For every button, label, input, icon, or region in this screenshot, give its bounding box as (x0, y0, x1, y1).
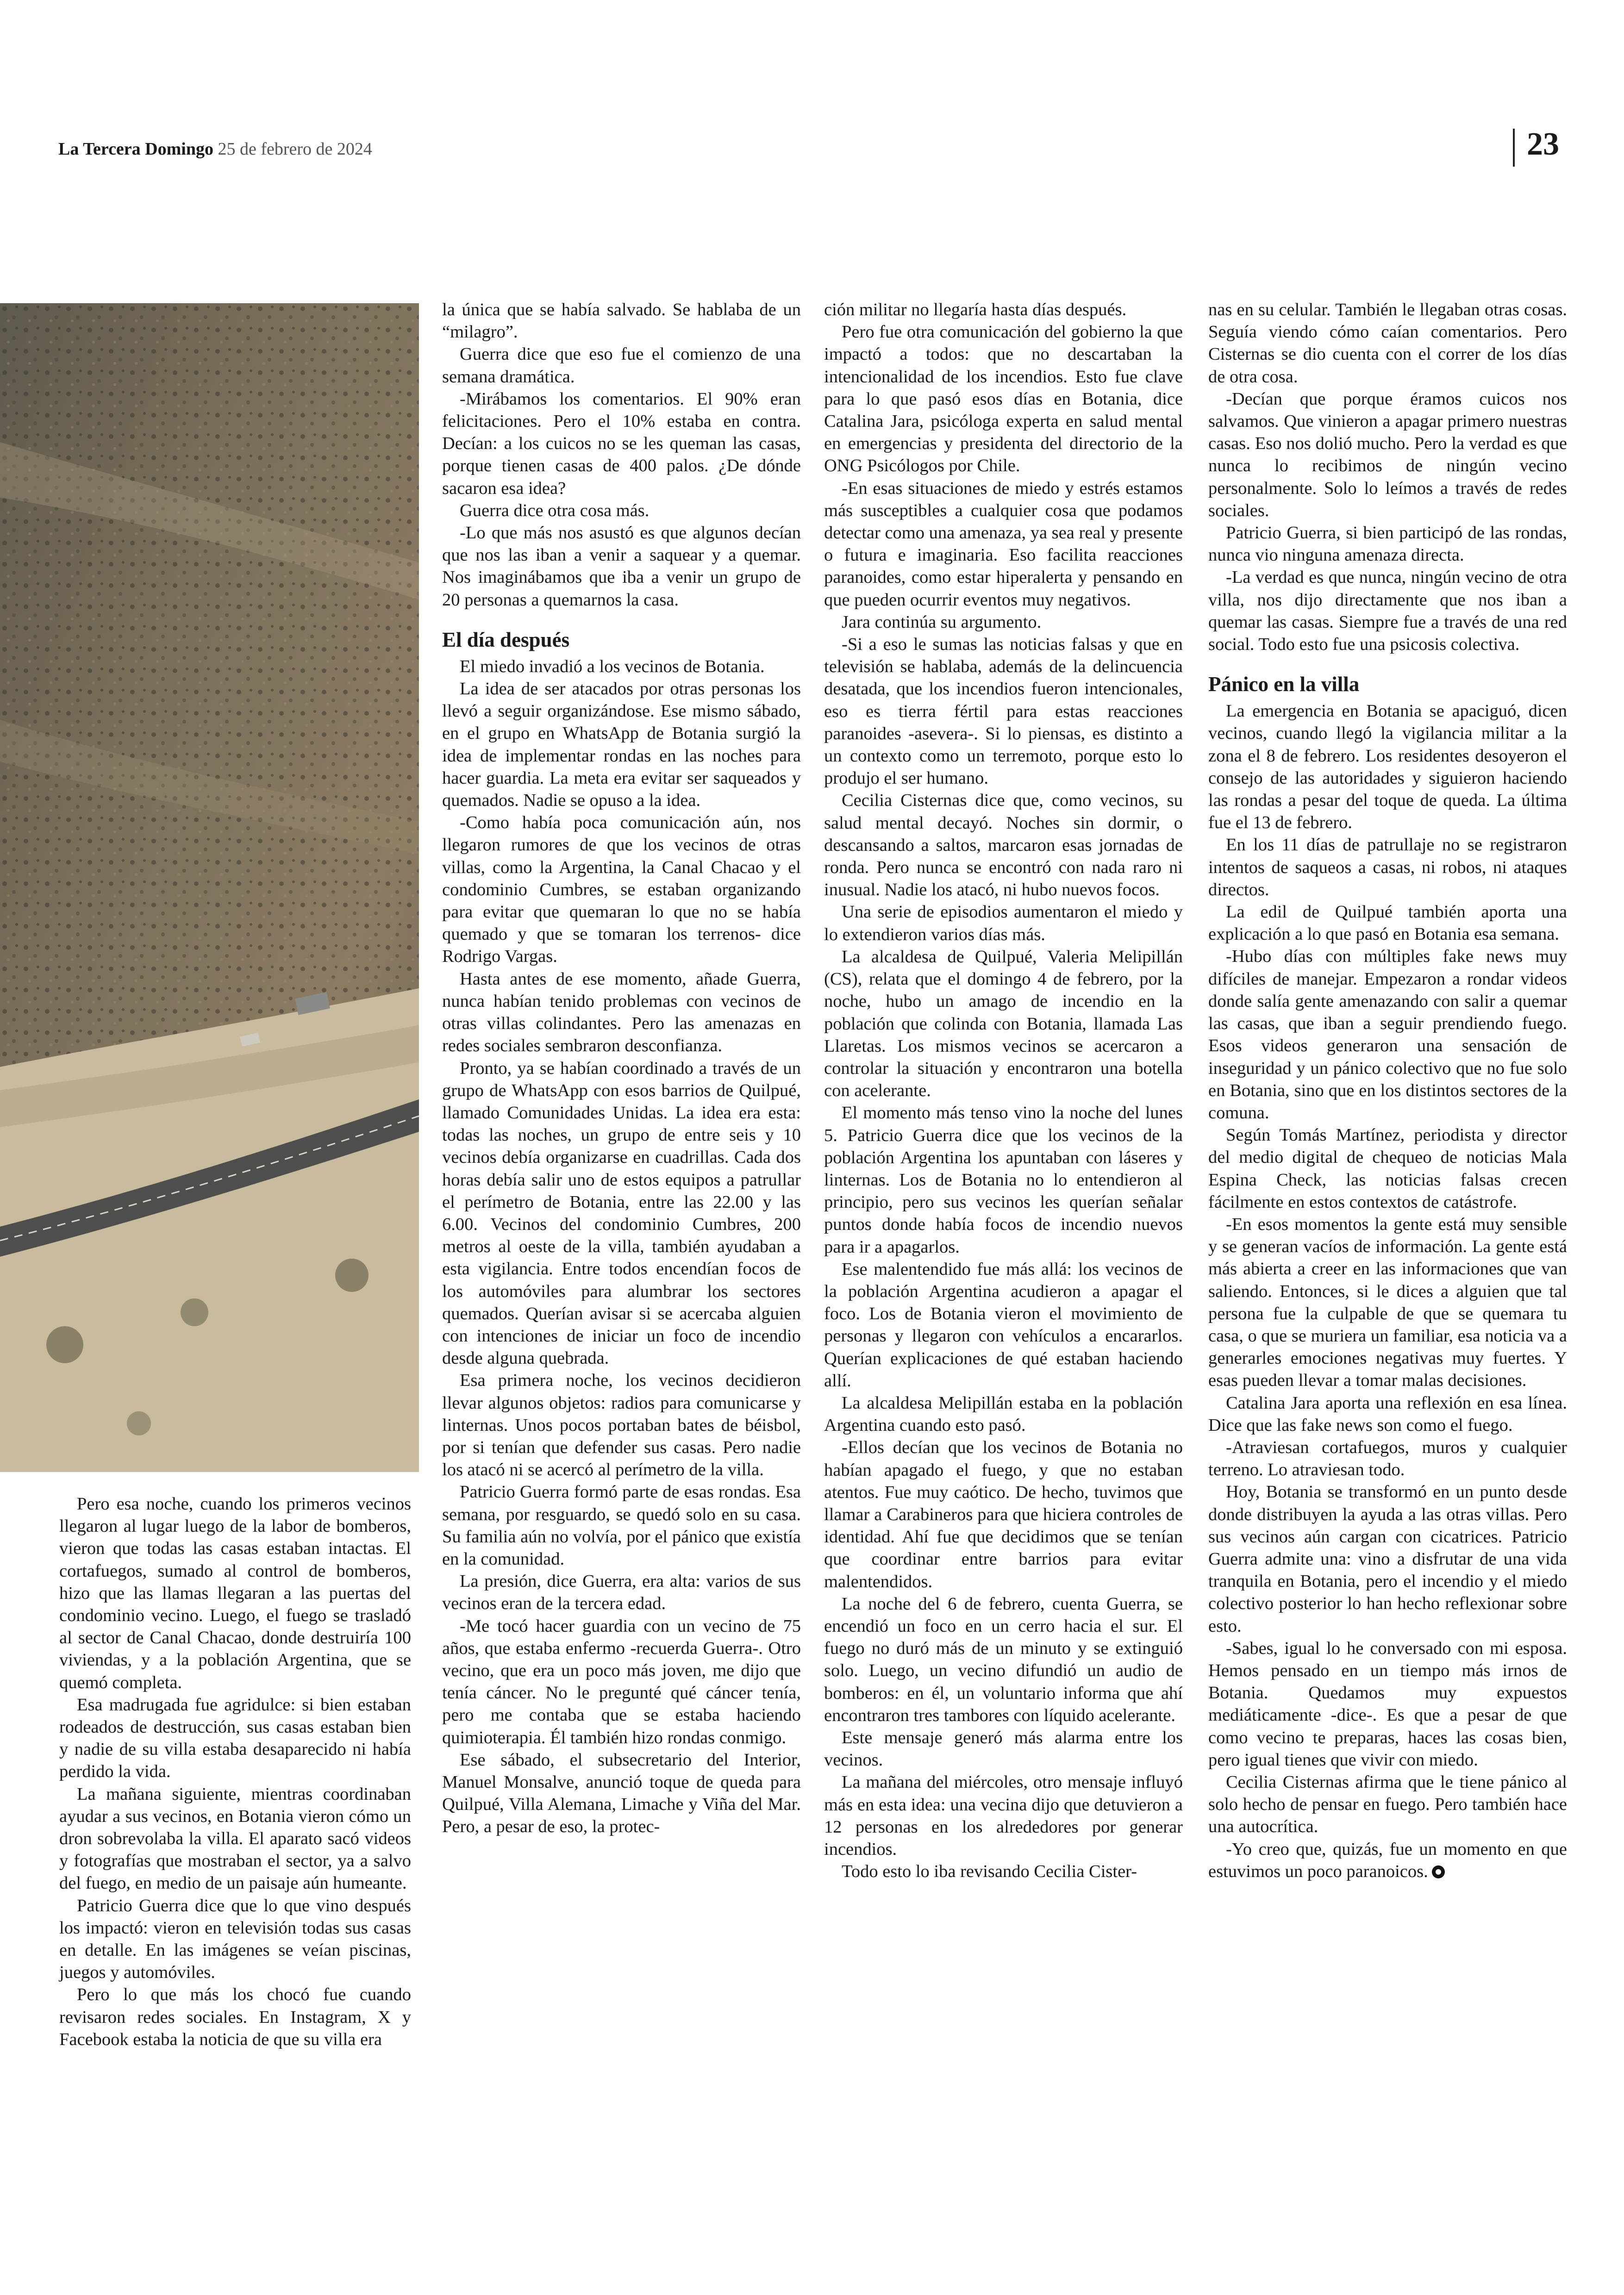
page-number: 23 (1527, 126, 1559, 162)
paragraph: La edil de Quilpué también aporta una explicación a lo que pasó en Botania esa semana. (1208, 902, 1567, 944)
paragraph: Cecilia Cisternas dice que, como vecinos, su salud mental decayó. Noches sin dormir, o descansando a saltos, marcaron esas jornadas de ronda. Pero nunca se encontró con nada raro ni inusual. Nadie los atacó, ni hubo nuevos focos. (824, 791, 1183, 900)
paragraph: Esa madrugada fue agridulce: si bien estaban rodeados de destrucción, sus casas estaban bien y nadie de su villa estaba desaparecido ni había perdido la vida. (59, 1695, 411, 1782)
paragraph: Pero fue otra comunicación del gobierno la que impactó a todos: que no descartaban la intencionalidad de los incendios. Esto fue clave para lo que pasó esos días en Botania, dice Catalina Jara, psicóloga experta en salud mental en emergencias y presidenta del directorio de la ONG Psicólogos por Chile. (824, 322, 1183, 476)
paragraph: El miedo invadió a los vecinos de Botania. (460, 656, 765, 676)
paragraph: -En esas situaciones de miedo y estrés estamos más susceptibles a cualquier cosa que podamos detectar como una amenaza, ya sea real y presente o futura e imaginaria. Eso facilita reacciones paranoides, como estar hiperalerta y pensando en que pueden ocurrir eventos muy negativos. (824, 478, 1183, 610)
publication-name: La Tercera Domingo (58, 139, 213, 159)
paragraph: Este mensaje generó más alarma entre los vecinos. (824, 1728, 1183, 1770)
paragraph: -Hubo días con múltiples fake news muy difíciles de manejar. Empezaron a rondar videos donde salía gente amenazando con salir a quemar las casas, que iban a seguir prendiendo fuego. Esos videos generaron una sensación de inseguridad y un pánico colectivo que no fue solo en Botania, sino que en los distintos sectores de la comuna. (1208, 947, 1567, 1123)
paragraph: Esa primera noche, los vecinos decidieron llevar algunos objetos: radios para comunicarse y linternas. Unos pocos portaban bates de béisbol, por si tenían que defender sus casas. Pero nadie los atacó ni se acercó al perímetro de la villa. (442, 1371, 801, 1480)
article-column-3 (824, 299, 1183, 1883)
aerial-photo-burned-hillside-icon (0, 303, 419, 1472)
article-column-4 (1208, 299, 1567, 1883)
paragraph: La presión, dice Guerra, era alta: varios de sus vecinos eran de la tercera edad. (442, 1572, 801, 1614)
paragraph: Patricio Guerra, si bien participó de las rondas, nunca vio ninguna amenaza directa. (1208, 523, 1567, 565)
paragraph: La alcaldesa de Quilpué, Valeria Melipillán (CS), relata que el domingo 4 de febrero, por la noche, hubo un amago de incendio en la población que colinda con Botania, llamada Las Llaretas. Los mismos vecinos se acercaron a controlar la situación y encontraron una botella con acelerante. (824, 947, 1183, 1101)
paragraph: Hoy, Botania se transformó en un punto desde donde distribuyen la ayuda a las otras villas. Pero sus vecinos aún cargan con cicatrices. Patricio Guerra admite una: vino a disfrutar de una vida tranquila en Botania, pero el incendio y el miedo colectivo posterior lo han hecho reflexionar sobre esto. (1208, 1482, 1567, 1636)
paragraph: Ese malentendido fue más allá: los vecinos de la población Argentina acudieron a apagar el foco. Los de Botania vieron el movimiento de personas y llegaron con vehículos a encararlos. Querían explicaciones de qué estaban haciendo allí. (824, 1259, 1183, 1391)
paragraph: Patricio Guerra formó parte de esas rondas. Esa semana, por resguardo, se quedó solo en su casa. Su familia aún no volvía, por el pánico que existía en la comunidad. (442, 1482, 801, 1569)
article-column-2 (442, 299, 801, 1838)
paragraph: Ese sábado, el subsecretario del Interior, Manuel Monsalve, anunció toque de queda para Quilpué, Villa Alemana, Limache y Viña del Mar. Pero, a pesar de eso, la protec- (442, 1750, 801, 1837)
paragraph: la única que se había salvado. Se hablaba de un “milagro”. (442, 300, 801, 342)
paragraph: En los 11 días de patrullaje no se registraron intentos de saqueos a casas, ni robos, ni ataques directos. (1208, 835, 1567, 899)
paragraph: Guerra dice otra cosa más. (460, 500, 650, 520)
paragraph: -Ellos decían que los vecinos de Botania no habían apagado el fuego, y que no estaban atentos. Fue muy caótico. De hecho, tuvimos que llamar a Carabineros para que hiciera controles de identidad. Ahí fue que decidimos que se tenían que coordinar entre barrios para evitar malentendidos. (824, 1438, 1183, 1591)
paragraph: La noche del 6 de febrero, cuenta Guerra, se encendió un foco en un cerro hacia el sur. El fuego no duró más de un minuto y se extinguió solo. Luego, un vecino difundió un audio de bomberos: en él, un voluntario informa que ahí encontraron tres tambores con líquido acelerante. (824, 1594, 1183, 1725)
aerial-photo (0, 303, 419, 1472)
paragraph: -Atraviesan cortafuegos, muros y cualquier terreno. Lo atraviesan todo. (1208, 1437, 1567, 1480)
paragraph: -En esos momentos la gente está muy sensible y se generan vacíos de información. La gente está más abierta a creer en las informaciones que van saliendo. Entonces, si le dices a alguien que tal persona fue la culpable de que se quemara tu casa, o que se muriera un familiar, esa noticia va a generarles emociones negativas muy fuertes. Y esas pueden llevar a tomar malas decisiones. (1208, 1214, 1567, 1391)
paragraph: -Sabes, igual lo he conversado con mi esposa. Hemos pensado en un tiempo más irnos de Botania. Quedamos muy expuestos mediáticamente -dice-. Es que a pesar de que como vecino te preparas, haces las cosas bien, pero igual tienes que vivir con miedo. (1208, 1638, 1567, 1770)
paragraph: -Decían que porque éramos cuicos nos salvamos. Que vinieron a apagar primero nuestras casas. Eso nos dolió mucho. Pero la verdad es que nunca lo recibimos de ningún vecino personalmente. Solo lo leímos a través de redes sociales. (1208, 389, 1567, 520)
paragraph: Todo esto lo iba revisando Cecilia Cister- (842, 1862, 1137, 1882)
paragraph: Guerra dice que eso fue el comienzo de una semana dramática. (442, 344, 801, 387)
paragraph: -La verdad es que nunca, ningún vecino de otra villa, nos dijo directamente que nos iban a quemar las casas. Siempre fue a través de una red social. Todo esto fue una psicosis colectiva. (1208, 568, 1567, 655)
paragraph: La emergencia en Botania se apaciguó, dicen vecinos, cuando llegó la vigilancia militar a la zona el 8 de febrero. Los residentes desoyeron el consejo de las autoridades y siguieron haciendo las rondas a pesar del toque de queda. La última fue el 13 de febrero. (1208, 701, 1567, 833)
article-column-1 (59, 1493, 411, 2051)
paragraph: nas en su celular. También le llegaban otras cosas. Seguía viendo cómo caían comentarios. Pero Cisternas se dio cuenta con el correr de los días de otra cosa. (1208, 300, 1567, 387)
paragraph: -Si a eso le sumas las noticias falsas y que en televisión se hablaba, además de la delincuencia desatada, que los incendios fueron intencionales, eso es tierra fértil para estas reacciones paranoides -asevera-. Si lo piensas, es distinto a un contexto como un terremoto, porque esto lo produjo el ser humano. (824, 635, 1183, 788)
section-heading: Pánico en la villa (1208, 673, 1360, 696)
paragraph: -Como había poca comunicación aún, nos llegaron rumores de que los vecinos de otras villas, como la Argentina, la Canal Chacao y el condominio Cumbres, se estaban organizando para evitar que quemaran lo que no se había quemado y que se tomaran los terrenos- dice Rodrigo Vargas. (442, 813, 801, 967)
paragraph: Cecilia Cisternas afirma que le tiene pánico al solo hecho de pensar en fuego. Pero también hace una autocrítica. (1208, 1772, 1567, 1837)
page-number-divider (1513, 129, 1515, 167)
page-header (58, 139, 372, 159)
paragraph: Pero lo que más los chocó fue cuando revisaron redes sociales. En Instagram, X y Facebook estaba la noticia de que su villa era (59, 1985, 411, 2049)
paragraph: ción militar no llegaría hasta días después. (824, 300, 1127, 319)
end-of-article-icon (1432, 1865, 1445, 1878)
paragraph: Según Tomás Martínez, periodista y director del medio digital de chequeo de noticias Mala Espina Check, las noticias falsas crecen fácilmente en estos contextos de catástrofe. (1208, 1125, 1567, 1212)
paragraph: -Lo que más nos asustó es que algunos decían que nos las iban a venir a saquear y a quemar. Nos imaginábamos que iba a venir un grupo de 20 personas a quemarnos la casa. (442, 523, 801, 610)
paragraph: La alcaldesa Melipillán estaba en la población Argentina cuando esto pasó. (824, 1393, 1183, 1435)
paragraph: La mañana siguiente, mientras coordinaban ayudar a sus vecinos, en Botania vieron cómo un dron sobrevolaba la villa. El aparato sacó videos y fotografías que mostraban el sector, ya a salvo del fuego, en medio de un paisaje aún humeante. (59, 1784, 411, 1893)
paragraph: -Me tocó hacer guardia con un vecino de 75 años, que estaba enfermo -recuerda Guerra-. Otro vecino, que era un poco más joven, me dijo que tenía cáncer. No le pregunté qué cáncer tenía, pero me contaba que se estaba haciendo quimioterapia. Él también hizo rondas conmigo. (442, 1616, 801, 1747)
paragraph: La idea de ser atacados por otras personas los llevó a seguir organizándose. Ese mismo sábado, en el grupo en WhatsApp de Botania surgió la idea de implementar rondas en las noches para hacer guardia. La meta era evitar ser saqueados y quemados. Nadie se opuso a la idea. (442, 679, 801, 811)
publication-date: 25 de febrero de 2024 (218, 139, 372, 159)
paragraph: Patricio Guerra dice que lo que vino después los impactó: vieron en televisión todas sus casas en detalle. En las imágenes se veían piscinas, juegos y automóviles. (59, 1896, 411, 1983)
paragraph: Jara continúa su argumento. (842, 612, 1042, 632)
last-paragraph (1208, 1838, 1567, 1883)
section-heading: El día después (442, 628, 570, 651)
paragraph: Catalina Jara aporta una reflexión en esa línea. Dice que las fake news son como el fuego. (1208, 1393, 1567, 1435)
paragraph: El momento más tenso vino la noche del lunes 5. Patricio Guerra dice que los vecinos de la población Argentina los apuntaban con láseres y linternas. Los de Botania no lo entendieron al principio, pero sus vecinos les querían señalar puntos donde había focos de incendio nuevos para ir a apagarlos. (824, 1103, 1183, 1257)
paragraph-text: -Yo creo que, quizás, fue un momento en que estuvimos un poco paranoicos. (1208, 1839, 1567, 1881)
paragraph: Una serie de episodios aumentaron el miedo y lo extendieron varios días más. (824, 902, 1183, 944)
paragraph: La mañana del miércoles, otro mensaje influyó más en esta idea: una vecina dijo que detuvieron a 12 personas en los alrededores por generar incendios. (824, 1772, 1183, 1859)
paragraph: Hasta antes de ese momento, añade Guerra, nunca habían tenido problemas con vecinos de otras villas colindantes. Pero las amenazas en redes sociales sembraron desconfianza. (442, 969, 801, 1056)
paragraph: Pero esa noche, cuando los primeros vecinos llegaron al lugar luego de la labor de bomberos, vieron que todas las casas estaban intactas. El cortafuegos, sumado al control de bomberos, hizo que las llamas llegaran a las puertas del condominio vecino. Luego, el fuego se trasladó al sector de Canal Chacao, donde destruiría 100 viviendas, y a la población Argentina, que se quemó completa. (59, 1494, 411, 1692)
paragraph: Pronto, ya se habían coordinado a través de un grupo de WhatsApp con esos barrios de Quilpué, llamado Comunidades Unidas. La idea era esta: todas las noches, un grupo de entre seis y 10 vecinos debía organizarse en cuadrillas. Cada dos horas debía salir uno de estos equipos a patrullar el perímetro de Botania, entre las 22.00 y las 6.00. Vecinos del condominio Cumbres, 200 metros al oeste de la villa, también ayudaban a esta vigilancia. Entre todos encendían focos de los automóviles para alumbrar los sectores quemados. Querían avisar si se acercaba alguien con intenciones de iniciar un foco de incendio desde alguna quebrada. (442, 1058, 801, 1368)
paragraph: -Mirábamos los comentarios. El 90% eran felicitaciones. Pero el 10% estaba en contra. Decían: a los cuicos no se les queman las casas, porque tienen casas de 400 palos. ¿De dónde sacaron esa idea? (442, 389, 801, 498)
